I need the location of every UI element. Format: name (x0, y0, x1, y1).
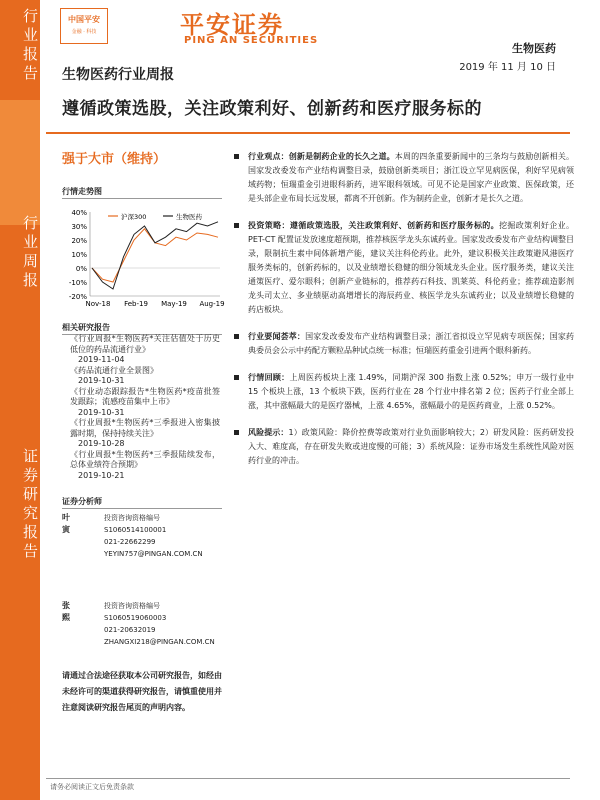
legend-label: 沪深300 (121, 213, 147, 221)
y-tick-label: 0% (75, 265, 87, 273)
side-band-highlight (0, 100, 40, 225)
key-point-item (234, 371, 574, 413)
report-item[interactable] (70, 334, 220, 366)
report-date: 2019 年 11 月 10 日 (459, 62, 556, 73)
square-bullet-icon (234, 430, 239, 435)
x-tick-label: Feb-19 (124, 300, 148, 308)
side-label-report: 行业报告 (21, 8, 39, 84)
related-reports-list (70, 334, 220, 481)
report-date: 2019-10-21 (78, 470, 125, 480)
key-point-heading: 行业观点：创新是制药企业的长久之道。 (248, 152, 395, 161)
key-point-heading: 行业要闻荟萃： (248, 332, 306, 341)
side-label-research: 证券研究报告 (21, 448, 39, 562)
key-point-heading: 风险提示： (248, 428, 289, 437)
report-title: 《行业动态跟踪报告*生物医药*疫苗批签发跟踪；流感疫苗集中上市》 (70, 386, 220, 406)
key-points (234, 150, 574, 481)
analyst-qualification-label: 投资咨询资格编号 (104, 602, 160, 610)
analyst-qualification-label: 投资咨询资格编号 (104, 514, 160, 522)
report-title: 《行业周报*生物医药*三季报陆续发布，总体业绩符合预期》 (70, 449, 220, 469)
reports-section-title: 相关研究报告 (62, 323, 110, 332)
x-tick-label: May-19 (161, 300, 187, 308)
report-date: 2019-10-28 (78, 439, 125, 448)
disclaimer-text: 请通过合法途径获取本公司研究报告，如经由未经许可的渠道获得研究报告，请慎重使用并注意阅读研究报告尾页的声明内容。 (62, 671, 222, 712)
key-point-body: 挖掘政策利好企业。PET-CT 配置证发放速度超预期，推荐核医学龙头东诚药业。国家发改委发布产业结构调整目录，限制抗生素中间体新增产能，建议关注科伦药业。此外，建议积极关注政策避风港医疗服务类标的，创新药标的，以及业绩增长稳健的细分领域龙头企业。医疗服务类，建议关注通策医疗、爱尔眼科；创新产业链标的，推荐药石科技、凯莱英、科伦药业；推荐疏造影剂龙头司太立、多业绩驱动高增增长的海辰药业、核医学龙头东诚药业；以及业绩增长稳健的药店板块。 (248, 221, 575, 314)
analysts-section-divider (62, 508, 222, 509)
series-line-0 (92, 229, 218, 282)
key-point-item (234, 426, 574, 468)
report-headline: 遵循政策选股，关注政策利好、创新药和医疗服务标的 (62, 99, 482, 119)
report-series-title: 生物医药行业周报 (62, 67, 174, 83)
chart-section-title: 行情走势图 (62, 187, 102, 196)
square-bullet-icon (234, 334, 239, 339)
report-date: 2019-11-04 (78, 355, 125, 364)
key-point-body: 国家发改委发布产业结构调整目录；浙江省拟设立罕见病专项医保；国家药典委员会公示中药配方颗粒品种试点统一标准；恒瑞医药重金引进两个眼科新药。 (248, 332, 574, 355)
square-bullet-icon (234, 375, 239, 380)
y-tick-label: 40% (71, 209, 87, 217)
report-item[interactable] (70, 450, 220, 482)
analyst-name: 张熙 (62, 601, 70, 622)
analyst-phone: 021-20632019 (104, 626, 156, 634)
report-title: 《行业周报*生物医药*三季报进入密集披露时期，保持持续关注》 (70, 418, 220, 438)
analyst-license-number: S1060514100001 (104, 526, 167, 534)
y-tick-label: 10% (71, 251, 87, 259)
key-point-heading: 行情回顾： (248, 373, 290, 382)
side-label-weekly: 行业周报 (21, 215, 39, 291)
logo-subtext: 金融 · 科技 (71, 29, 97, 35)
x-tick-label: Aug-19 (199, 300, 225, 308)
report-item[interactable] (70, 418, 220, 450)
market-trend-chart (60, 204, 225, 314)
key-point-body: 上周医药板块上涨 1.49%，同期沪深 300 指数上涨 0.52%；申万一级行业中 15 个板块上涨，13 个板块下跌，医药行业在 28 个行业中排名第 2 位；医药子行业全部上涨，其中涨幅最大的是医疗器械，上涨 4.65%，涨幅最小的是医药商业，上涨 0.52%。 (248, 373, 574, 410)
key-point-body: 1）政策风险：降价控费等政策对行业负面影响较大；2）研发风险：医药研发投入大、难度高，存在研发失败或进度慢的可能；3）系统风险：证券市场发生系统性风险对医药行业的冲击。 (248, 428, 574, 465)
chart-section-divider (62, 198, 222, 199)
report-date: 2019-10-31 (78, 407, 125, 417)
report-item[interactable] (70, 366, 220, 387)
report-title: 《药品流通行业全景图》 (70, 365, 158, 375)
analysts-section-title: 证券分析师 (62, 497, 102, 506)
key-point-body: 本周的四条重要新闻中的三条均与鼓励创新相关。国家发改委发布产业结构调整目录，鼓励创新类项目；浙江设立罕见病医保，利好罕见病领域药物；恒瑞重金引进眼科新药，进军眼科领域。可见不论是国家产业政策、医保政策，还是头部企业布局长远发展，都离不开创新。作为制药企业，创新才是长久之道。 (248, 152, 575, 203)
y-tick-label: 30% (71, 223, 87, 231)
report-title: 《行业周报*生物医药*关注估值处于历史低位的药品流通行业》 (70, 334, 220, 354)
pingan-logo (60, 8, 108, 44)
sector-label: 生物医药 (512, 42, 556, 55)
analyst-phone: 021-22662299 (104, 538, 156, 546)
key-point-item (234, 330, 574, 358)
analyst-license-number: S1060519060003 (104, 614, 167, 622)
brand-name-en: PING AN SECURITIES (184, 35, 319, 46)
report-item[interactable] (70, 387, 220, 419)
square-bullet-icon (234, 154, 239, 159)
y-tick-label: -20% (68, 293, 87, 301)
footer-divider (46, 778, 570, 779)
square-bullet-icon (234, 223, 239, 228)
series-line-1 (92, 222, 218, 289)
x-tick-label: Nov-18 (85, 300, 111, 308)
rating-label: 强于大市（维持） (62, 152, 167, 167)
key-point-item (234, 219, 574, 317)
y-tick-label: -10% (68, 279, 87, 287)
footer-disclaimer: 请务必阅读正文后免责条款 (50, 783, 134, 791)
header-divider (46, 132, 570, 134)
report-date: 2019-10-31 (78, 376, 125, 385)
analyst-name: 叶寅 (62, 513, 70, 534)
analyst-email[interactable]: ZHANGXI218@PINGAN.COM.CN (104, 638, 215, 646)
legend-label: 生物医药 (176, 213, 202, 221)
key-point-heading: 投资策略：遵循政策选股，关注政策利好、创新药和医疗服务标的。 (248, 221, 500, 230)
brand-name: 平安证券 (180, 11, 284, 39)
key-point-item (234, 150, 574, 206)
logo-text: 中国平安 (68, 15, 100, 24)
analyst-email[interactable]: YEYIN757@PINGAN.COM.CN (104, 550, 203, 558)
y-tick-label: 20% (71, 237, 87, 245)
